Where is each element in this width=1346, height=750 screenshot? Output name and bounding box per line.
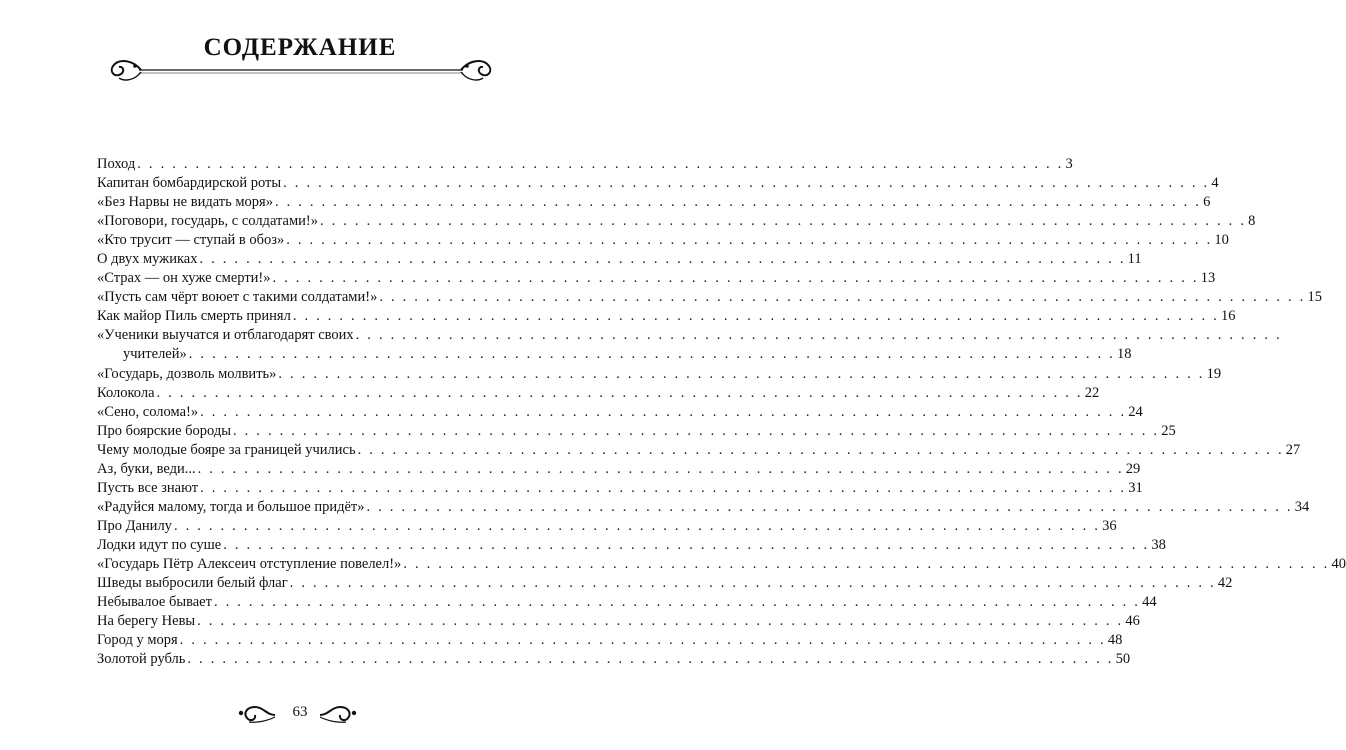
toc-dot-leader: . . . . . . . . . . . . . . . . . . . . . . . . . . . . . . . . . . . . . . . . . . . . . . . . . . . . . . . . . . . . . . . . . . . . . . . . . . . . . . . .	[223, 536, 1150, 553]
toc-entry	[97, 612, 1140, 631]
toc-entry-title: «Страх — он хуже смерти!»	[97, 270, 271, 287]
toc-dot-leader: . . . . . . . . . . . . . . . . . . . . . . . . . . . . . . . . . . . . . . . . . . . . . . . . . . . . . . . . . . . . . . . . . . . . . . . . . . . . . . . .	[403, 555, 1330, 572]
swirl-ornament-icon	[318, 703, 358, 725]
toc-entry-page: 3	[1065, 156, 1073, 172]
toc-entry	[97, 288, 1323, 307]
table-of-contents	[97, 155, 1346, 669]
toc-dot-leader: . . . . . . . . . . . . . . . . . . . . . . . . . . . . . . . . . . . . . . . . . . . . . . . . . . . . . . . . . . . . . . . . . . . . . . . . . . . . . . . .	[200, 479, 1127, 496]
toc-dot-leader: . . . . . . . . . . . . . . . . . . . . . . . . . . . . . . . . . . . . . . . . . . . . . . . . . . . . . . . . . . . . . . . . . . . . . . . . . . . . . . . .	[355, 327, 1282, 344]
toc-dot-leader: . . . . . . . . . . . . . . . . . . . . . . . . . . . . . . . . . . . . . . . . . . . . . . . . . . . . . . . . . . . . . . . . . . . . . . . . . . . . . . . .	[283, 175, 1210, 192]
toc-entry	[97, 498, 1310, 517]
toc-dot-leader: . . . . . . . . . . . . . . . . . . . . . . . . . . . . . . . . . . . . . . . . . . . . . . . . . . . . . . . . . . . . . . . . . . . . . . . . . . . . . . . .	[188, 346, 1115, 363]
toc-entry-page: 6	[1203, 194, 1211, 211]
toc-entry-title: «Кто трусит — ступай в обоз»	[97, 232, 285, 249]
toc-entry-page: 42	[1217, 575, 1233, 592]
toc-entry	[97, 155, 1073, 174]
toc-entry-page: 48	[1107, 632, 1123, 649]
toc-entry-page: 15	[1307, 289, 1323, 306]
toc-entry	[97, 631, 1123, 650]
toc-entry-page: 44	[1142, 594, 1157, 611]
toc-entry-page: 24	[1128, 403, 1143, 420]
toc-entry	[97, 193, 1211, 212]
toc-entry-title: На берегу Невы	[97, 613, 196, 630]
toc-entry-title: Капитан бомбардирской роты	[97, 175, 282, 192]
toc-dot-leader: . . . . . . . . . . . . . . . . . . . . . . . . . . . . . . . . . . . . . . . . . . . . . . . . . . . . . . . . . . . . . . . . . . . . . . . . . . . . . . . .	[278, 365, 1205, 382]
toc-dot-leader: . . . . . . . . . . . . . . . . . . . . . . . . . . . . . . . . . . . . . . . . . . . . . . . . . . . . . . . . . . . . . . . . . . . . . . . . . . . . . . . .	[274, 194, 1202, 211]
toc-entry-title: О двух мужиках	[97, 251, 198, 268]
toc-entry-page: 36	[1102, 517, 1117, 534]
page-title: СОДЕРЖАНИЕ	[203, 34, 397, 61]
toc-dot-leader: . . . . . . . . . . . . . . . . . . . . . . . . . . . . . . . . . . . . . . . . . . . . . . . . . . . . . . . . . . . . . . . . . . . . . . . . . . . . . . . .	[286, 232, 1213, 249]
toc-entry-page: 8	[1248, 213, 1256, 230]
toc-entry-title: «Государь, дозволь молвить»	[97, 365, 277, 382]
toc-entry-title: Лодки идут по суше	[97, 536, 222, 553]
toc-entry	[97, 536, 1166, 555]
toc-entry-title: Шведы выбросили белый флаг	[97, 575, 288, 592]
toc-entry	[97, 250, 1142, 269]
toc-dot-leader: . . . . . . . . . . . . . . . . . . . . . . . . . . . . . . . . . . . . . . . . . . . . . . . . . . . . . . . . . . . . . . . . . . . . . . . . . . . . . . . .	[289, 575, 1216, 592]
toc-dot-leader: . . . . . . . . . . . . . . . . . . . . . . . . . . . . . . . . . . . . . . . . . . . . . . . . . . . . . . . . . . . . . . . . . . . . . . . . . . . . . . . .	[319, 213, 1247, 230]
toc-entry	[97, 174, 1219, 193]
page-number: 63	[292, 704, 308, 720]
toc-dot-leader: . . . . . . . . . . . . . . . . . . . . . . . . . . . . . . . . . . . . . . . . . . . . . . . . . . . . . . . . . . . . . . . . . . . . . . . . . . . . . . . .	[156, 384, 1083, 401]
toc-dot-leader: . . . . . . . . . . . . . . . . . . . . . . . . . . . . . . . . . . . . . . . . . . . . . . . . . . . . . . . . . . . . . . . . . . . . . . . . . . . . . . . .	[197, 460, 1124, 477]
toc-entry-title: Пусть все знают	[97, 479, 199, 496]
toc-entry	[97, 365, 1222, 384]
toc-dot-leader: . . . . . . . . . . . . . . . . . . . . . . . . . . . . . . . . . . . . . . . . . . . . . . . . . . . . . . . . . . . . . . . . . . . . . . . . . . . . . . . .	[379, 289, 1306, 306]
toc-dot-leader: . . . . . . . . . . . . . . . . . . . . . . . . . . . . . . . . . . . . . . . . . . . . . . . . . . . . . . . . . . . . . . . . . . . . . . . . . . . . . . . .	[233, 422, 1160, 439]
toc-dot-leader: . . . . . . . . . . . . . . . . . . . . . . . . . . . . . . . . . . . . . . . . . . . . . . . . . . . . . . . . . . . . . . . . . . . . . . . . . . . . . . . .	[272, 270, 1199, 287]
toc-entry	[97, 384, 1100, 403]
toc-entry-page: 10	[1214, 232, 1229, 249]
swirl-rule-ornament-icon	[105, 54, 497, 82]
toc-entry-title: «Поговори, государь, с солдатами!»	[97, 213, 318, 230]
toc-entry-title: «Без Нарвы не видать моря»	[97, 194, 273, 211]
toc-entry	[97, 479, 1143, 498]
toc-entry-title: Про Данилу	[97, 517, 172, 534]
toc-entry-title: Аз, буки, веди...	[97, 460, 196, 477]
toc-dot-leader: . . . . . . . . . . . . . . . . . . . . . . . . . . . . . . . . . . . . . . . . . . . . . . . . . . . . . . . . . . . . . . . . . . . . . . . . . . . . . . . .	[187, 651, 1114, 668]
toc-entry-page: 46	[1125, 613, 1140, 630]
toc-entry	[97, 517, 1117, 536]
toc-entry-page: 19	[1206, 365, 1222, 382]
toc-entry-title: «Радуйся малому, тогда и большое придёт»	[97, 498, 365, 515]
toc-entry-title: «Пусть сам чёрт воюет с такими солдатами!»	[97, 289, 378, 306]
toc-dot-leader: . . . . . . . . . . . . . . . . . . . . . . . . . . . . . . . . . . . . . . . . . . . . . . . . . . . . . . . . . . . . . . . . . . . . . . . . . . . . . . . .	[179, 632, 1106, 649]
toc-entry-page: 34	[1294, 498, 1310, 515]
toc-dot-leader: . . . . . . . . . . . . . . . . . . . . . . . . . . . . . . . . . . . . . . . . . . . . . . . . . . . . . . . . . . . . . . . . . . . . . . . . . . . . . . . .	[366, 498, 1293, 515]
toc-entry	[97, 269, 1216, 288]
toc-entry-page: 11	[1127, 251, 1142, 268]
toc-dot-leader: . . . . . . . . . . . . . . . . . . . . . . . . . . . . . . . . . . . . . . . . . . . . . . . . . . . . . . . . . . . . . . . . . . . . . . . . . . . . . . . .	[173, 517, 1101, 534]
swirl-ornament-icon	[237, 703, 277, 725]
toc-dot-leader: . . . . . . . . . . . . . . . . . . . . . . . . . . . . . . . . . . . . . . . . . . . . . . . . . . . . . . . . . . . . . . . . . . . . . . . . . . . . . . . .	[357, 441, 1284, 458]
toc-dot-leader: . . . . . . . . . . . . . . . . . . . . . . . . . . . . . . . . . . . . . . . . . . . . . . . . . . . . . . . . . . . . . . . . . . . . . . . . . . . . . . . .	[197, 613, 1124, 630]
toc-entry	[97, 231, 1229, 250]
toc-entry-title: Чему молодые бояре за границей учились	[97, 441, 356, 458]
toc-entry-page: 29	[1125, 460, 1141, 477]
toc-dot-leader: . . . . . . . . . . . . . . . . . . . . . . . . . . . . . . . . . . . . . . . . . . . . . . . . . . . . . . . . . . . . . . . . . . . . . . . . . . . . . . . .	[199, 251, 1126, 268]
toc-entry-page: 27	[1285, 441, 1301, 458]
toc-entry	[97, 574, 1233, 593]
toc-entry-title: «Государь Пётр Алексеич отступление повелел!»	[97, 555, 402, 572]
toc-entry-title: Поход	[97, 156, 136, 172]
toc-dot-leader: . . . . . . . . . . . . . . . . . . . . . . . . . . . . . . . . . . . . . . . . . . . . . . . . . . . . . . . . . . . . . . . . . . . . . . . . . . . . . . . .	[200, 403, 1127, 420]
toc-dot-leader: . . . . . . . . . . . . . . . . . . . . . . . . . . . . . . . . . . . . . . . . . . . . . . . . . . . . . . . . . . . . . . . . . . . . . . . . . . . . . . . .	[292, 308, 1219, 325]
toc-entry-page: 38	[1151, 536, 1166, 553]
toc-entry	[97, 460, 1141, 479]
toc-entry	[97, 307, 1236, 326]
toc-entry-page: 13	[1200, 270, 1216, 287]
toc-entry-page: 50	[1115, 651, 1131, 668]
toc-entry-title: Как майор Пиль смерть принял	[97, 308, 291, 325]
toc-entry	[97, 422, 1176, 441]
toc-entry-title: Город у моря	[97, 632, 178, 649]
toc-entry-page: 4	[1211, 175, 1219, 192]
toc-entry	[97, 403, 1143, 422]
toc-entry-page: 16	[1221, 308, 1236, 325]
toc-entry-page: 22	[1084, 384, 1100, 401]
toc-entry	[97, 212, 1256, 231]
toc-entry-title: Про боярские бороды	[97, 422, 231, 439]
toc-entry-page: 18	[1116, 346, 1132, 363]
toc-entry-page: 40	[1331, 555, 1346, 572]
toc-dot-leader: . . . . . . . . . . . . . . . . . . . . . . . . . . . . . . . . . . . . . . . . . . . . . . . . . . . . . . . . . . . . . . . . . . . . . . . . . . . . . . . .	[137, 156, 1064, 172]
toc-entry	[97, 441, 1301, 460]
toc-entry-page: 25	[1161, 422, 1176, 439]
toc-dot-leader: . . . . . . . . . . . . . . . . . . . . . . . . . . . . . . . . . . . . . . . . . . . . . . . . . . . . . . . . . . . . . . . . . . . . . . . . . . . . . . . .	[213, 594, 1141, 611]
toc-entry	[97, 345, 1132, 364]
toc-entry-title: «Ученики выучатся и отблагодарят своих	[97, 327, 354, 344]
toc-entry	[97, 555, 1346, 574]
page-footer	[0, 697, 600, 733]
toc-entry-title: «Сено, солома!»	[97, 403, 199, 420]
toc-entry-title: Золотой рубль	[97, 651, 186, 668]
toc-entry	[97, 326, 1282, 345]
toc-entry-title: Колокола	[97, 384, 155, 401]
toc-entry-title: Небывалое бывает	[97, 594, 212, 611]
toc-entry	[97, 593, 1157, 612]
toc-entry	[97, 650, 1131, 669]
toc-entry-page: 31	[1128, 479, 1143, 496]
toc-entry-title: учителей»	[123, 346, 187, 363]
